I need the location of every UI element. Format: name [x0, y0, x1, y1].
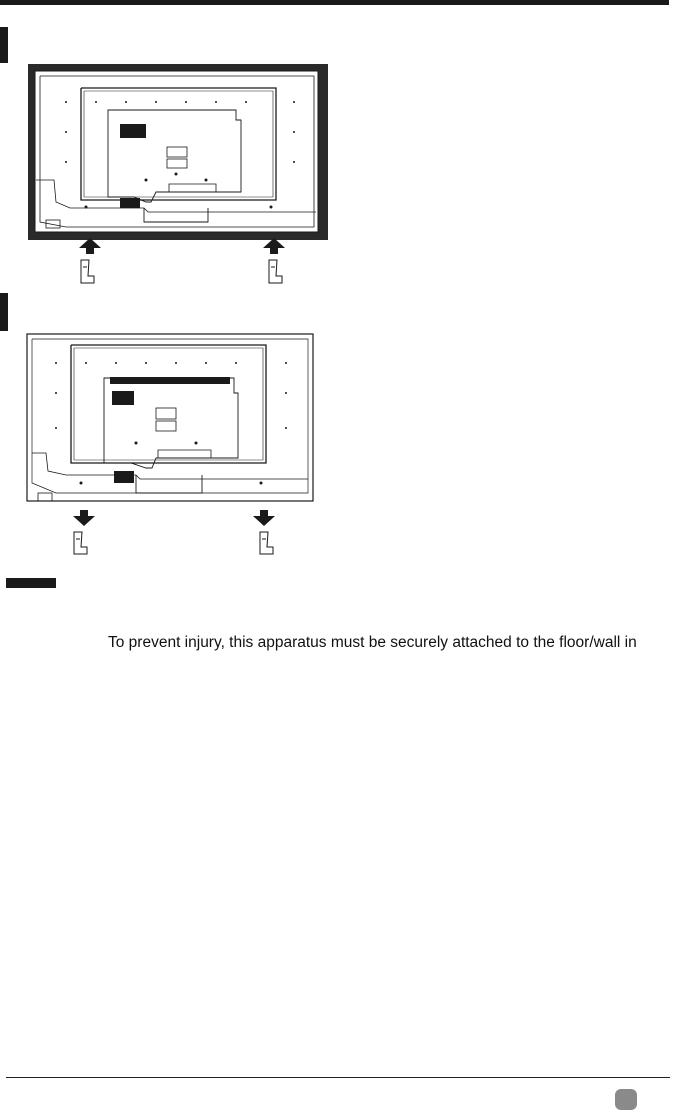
bottom-rule: [6, 1077, 670, 1078]
stand-left-icon: [81, 260, 94, 283]
up-arrow-left-icon: [79, 238, 101, 254]
stand-right-icon-2: [260, 532, 273, 554]
down-arrow-left-icon: [73, 510, 95, 526]
figure-remove-stands: [26, 333, 316, 555]
figure-attach-stands: [26, 62, 330, 290]
stand-left-icon-2: [74, 532, 87, 554]
down-arrow-right-icon: [253, 510, 275, 526]
warning-text: To prevent injury, this apparatus must be securely attached to the floor/wall in: [108, 634, 637, 651]
tv-back-illustration-2: [27, 334, 313, 501]
warning-label-bar: [6, 578, 56, 588]
page-number-badge: [615, 1089, 637, 1110]
step-1-marker: [0, 27, 8, 63]
stand-right-icon: [269, 260, 282, 283]
up-arrow-right-icon: [263, 238, 285, 254]
step-2-marker: [0, 293, 8, 331]
top-rule: [0, 0, 669, 5]
tv-back-illustration-1: [28, 64, 328, 240]
